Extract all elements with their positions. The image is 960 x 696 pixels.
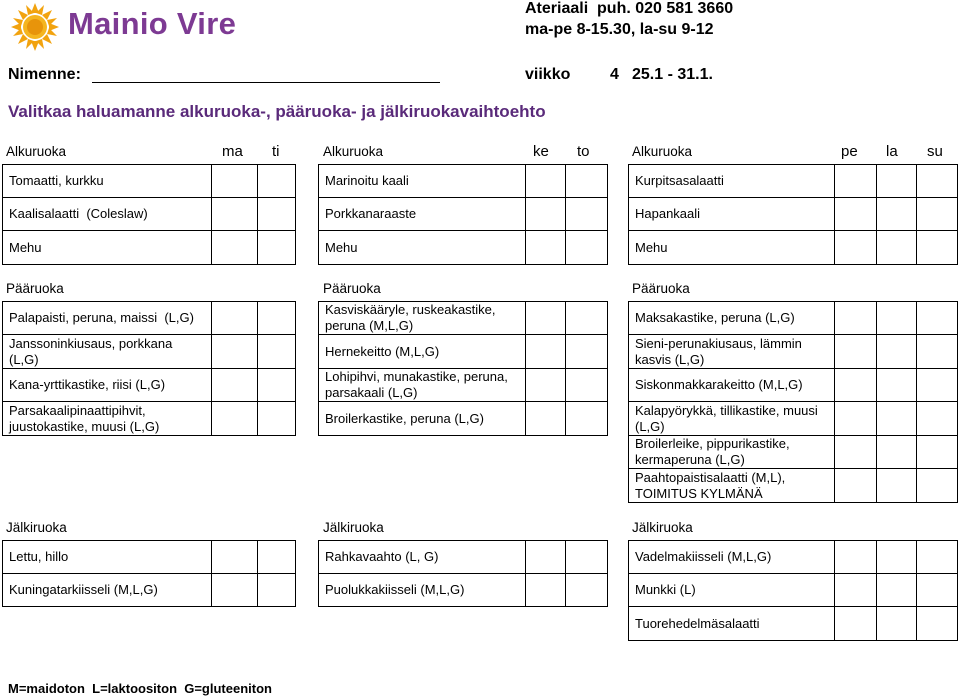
- table-row: [628, 469, 958, 503]
- col2-section-dessert: Jälkiruoka: [323, 520, 384, 535]
- menu-item: Lettu, hillo: [9, 549, 69, 564]
- choice-box-ti[interactable]: [257, 198, 296, 230]
- table-row: [628, 540, 958, 574]
- choice-box-ti[interactable]: [257, 335, 296, 368]
- choice-box-la[interactable]: [876, 402, 917, 435]
- choice-box-la[interactable]: [876, 302, 917, 334]
- col3-day-la: la: [886, 143, 898, 160]
- choice-box-to[interactable]: [565, 574, 606, 606]
- choice-box-su[interactable]: [916, 541, 957, 573]
- choice-box-pe[interactable]: [834, 302, 877, 334]
- menu-item: Kana-yrttikastike, riisi (L,G): [9, 377, 166, 392]
- menu-item: Lohipihvi, munakastike, peruna, parsakaali (L,G): [325, 369, 508, 400]
- choice-box-pe[interactable]: [834, 574, 877, 606]
- choice-box-su[interactable]: [916, 402, 957, 435]
- table-row: [2, 301, 296, 335]
- choice-box-ti[interactable]: [257, 231, 296, 264]
- col1-day-ti: ti: [272, 143, 280, 160]
- choice-box-ma[interactable]: [211, 402, 258, 435]
- table-row: [628, 436, 958, 469]
- menu-item: Kasviskääryle, ruskeakastike, peruna (M,L,G): [325, 302, 496, 333]
- menu-item: Marinoitu kaali: [325, 173, 409, 188]
- col2-section-main: Pääruoka: [323, 281, 381, 296]
- choice-box-su[interactable]: [916, 165, 957, 197]
- choice-box-pe[interactable]: [834, 402, 877, 435]
- sun-icon: [8, 2, 62, 52]
- choice-box-ke[interactable]: [525, 369, 566, 401]
- choice-box-ke[interactable]: [525, 402, 566, 435]
- choice-box-su[interactable]: [916, 369, 957, 401]
- choice-box-ke[interactable]: [525, 335, 566, 368]
- col3-day-pe: pe: [841, 143, 858, 160]
- choice-box-ma[interactable]: [211, 165, 258, 197]
- table-row: [2, 402, 296, 436]
- choice-box-pe[interactable]: [834, 436, 877, 468]
- choice-box-su[interactable]: [916, 198, 957, 230]
- menu-item: Puolukkakiisseli (M,L,G): [325, 582, 465, 597]
- choice-box-to[interactable]: [565, 541, 606, 573]
- table-row: [2, 231, 296, 265]
- menu-item: Hernekeitto (M,L,G): [325, 343, 440, 359]
- choice-box-ma[interactable]: [211, 574, 258, 606]
- col3-day-su: su: [927, 143, 943, 160]
- col1-section-main: Pääruoka: [6, 281, 64, 296]
- table-row: [2, 164, 296, 198]
- menu-item: Kaalisalaatti (Coleslaw): [9, 206, 148, 221]
- table-row: [628, 198, 958, 231]
- col1-section-dessert: Jälkiruoka: [6, 520, 67, 535]
- col3-section-starter: Alkuruoka: [632, 144, 693, 159]
- choice-box-to[interactable]: [565, 369, 606, 401]
- name-label: Nimenne:: [8, 66, 81, 83]
- menu-item: Maksakastike, peruna (L,G): [635, 310, 795, 325]
- menu-item: Palapaisti, peruna, maissi (L,G): [9, 310, 194, 325]
- choice-box-la[interactable]: [876, 369, 917, 401]
- menu-item: Munkki (L): [635, 582, 696, 597]
- table-row: [318, 231, 608, 265]
- choice-box-su[interactable]: [916, 469, 957, 502]
- menu-item: Broilerkastike, peruna (L,G): [325, 410, 484, 426]
- col2-day-ke: ke: [533, 143, 549, 160]
- table-row: [318, 369, 608, 402]
- col1-day-ma: ma: [222, 143, 243, 160]
- choice-box-su[interactable]: [916, 231, 957, 264]
- choice-box-ti[interactable]: [257, 165, 296, 197]
- brand-logo: [8, 2, 298, 52]
- brand-name: Mainio Vire: [68, 6, 237, 41]
- choice-box-pe[interactable]: [834, 607, 877, 640]
- choice-box-pe[interactable]: [834, 369, 877, 401]
- choice-box-la[interactable]: [876, 165, 917, 197]
- page-title: Valitkaa haluamanne alkuruoka-, pääruoka- ja jälkiruokavaihtoehto: [8, 102, 546, 121]
- menu-item: Kuningatarkiisseli (M,L,G): [9, 582, 158, 597]
- table-row: [318, 164, 608, 198]
- table-row: [628, 402, 958, 436]
- table-row: [318, 335, 608, 369]
- menu-item: Mehu: [635, 239, 668, 255]
- table-row: [318, 301, 608, 335]
- choice-box-ke[interactable]: [525, 302, 566, 334]
- choice-box-ke[interactable]: [525, 198, 566, 230]
- table-row: [628, 164, 958, 198]
- menu-item: Mehu: [9, 239, 42, 255]
- choice-box-la[interactable]: [876, 436, 917, 468]
- choice-box-ke[interactable]: [525, 165, 566, 197]
- choice-box-ke[interactable]: [525, 231, 566, 264]
- menu-item: Kalapyörykkä, tillikastike, muusi (L,G): [635, 402, 818, 434]
- menu-item: Vadelmakiisseli (M,L,G): [635, 549, 772, 564]
- choice-box-to[interactable]: [565, 198, 606, 230]
- menu-item: Paahtopaistisalaatti (M,L), TOIMITUS KYLMÄNÄ: [635, 469, 786, 501]
- menu-item: Mehu: [325, 239, 358, 255]
- col1-section-starter: Alkuruoka: [6, 144, 67, 159]
- table-row: [628, 301, 958, 335]
- choice-box-to[interactable]: [565, 231, 606, 264]
- table-row: [2, 574, 296, 607]
- choice-box-ma[interactable]: [211, 335, 258, 368]
- choice-box-la[interactable]: [876, 231, 917, 264]
- choice-box-to[interactable]: [565, 402, 606, 435]
- choice-box-to[interactable]: [565, 302, 606, 334]
- table-row: [628, 335, 958, 369]
- choice-box-ma[interactable]: [211, 302, 258, 334]
- choice-box-ti[interactable]: [257, 369, 296, 401]
- choice-box-su[interactable]: [916, 302, 957, 334]
- choice-box-ma[interactable]: [211, 369, 258, 401]
- choice-box-pe[interactable]: [834, 469, 877, 502]
- name-field[interactable]: [92, 82, 440, 83]
- week-label: viikko: [525, 66, 571, 83]
- choice-box-pe[interactable]: [834, 335, 877, 368]
- menu-item: Hapankaali: [635, 206, 701, 221]
- choice-box-su[interactable]: [916, 574, 957, 606]
- table-row: [2, 540, 296, 574]
- choice-box-su[interactable]: [916, 607, 957, 640]
- menu-item: Sieni-perunakiusaus, lämmin kasvis (L,G): [635, 335, 802, 367]
- contact-phone: Ateriaali puh. 020 581 3660: [525, 0, 734, 17]
- choice-box-ke[interactable]: [525, 541, 566, 573]
- table-row: [2, 335, 296, 369]
- choice-box-la[interactable]: [876, 335, 917, 368]
- choice-box-la[interactable]: [876, 469, 917, 502]
- contact-hours: ma-pe 8-15.30, la-su 9-12: [525, 21, 714, 38]
- col2-section-starter: Alkuruoka: [323, 144, 384, 159]
- table-row: [2, 198, 296, 231]
- table-row: [628, 231, 958, 265]
- menu-item: Broilerleike, pippurikastike, kermaperuna (L,G): [635, 436, 790, 467]
- choice-box-ma[interactable]: [211, 541, 258, 573]
- table-row: [318, 198, 608, 231]
- choice-box-la[interactable]: [876, 574, 917, 606]
- choice-box-su[interactable]: [916, 335, 957, 368]
- choice-box-pe[interactable]: [834, 231, 877, 264]
- table-row: [628, 607, 958, 641]
- menu-item: Tuorehedelmäsalaatti: [635, 615, 760, 631]
- table-row: [318, 540, 608, 574]
- choice-box-ma[interactable]: [211, 231, 258, 264]
- choice-box-la[interactable]: [876, 198, 917, 230]
- choice-box-to[interactable]: [565, 335, 606, 368]
- choice-box-pe[interactable]: [834, 198, 877, 230]
- menu-item: Tomaatti, kurkku: [9, 173, 104, 188]
- table-row: [318, 574, 608, 607]
- table-row: [628, 369, 958, 402]
- menu-item: Parsakaalipinaattipihvit, juustokastike, muusi (L,G): [9, 402, 160, 434]
- col3-section-main: Pääruoka: [632, 281, 690, 296]
- menu-item: Kurpitsasalaatti: [635, 173, 724, 188]
- menu-item: Rahkavaahto (L, G): [325, 549, 439, 564]
- choice-box-ti[interactable]: [257, 402, 296, 435]
- menu-item: Porkkanaraaste: [325, 206, 417, 221]
- week-dates: 25.1 - 31.1.: [632, 66, 713, 83]
- choice-box-la[interactable]: [876, 541, 917, 573]
- choice-box-ti[interactable]: [257, 541, 296, 573]
- table-row: [628, 574, 958, 607]
- choice-box-ma[interactable]: [211, 198, 258, 230]
- table-row: [2, 369, 296, 402]
- choice-box-pe[interactable]: [834, 541, 877, 573]
- choice-box-ke[interactable]: [525, 574, 566, 606]
- week-number: 4: [610, 66, 619, 83]
- legend-footer: M=maidoton L=laktoositon G=gluteeniton: [8, 681, 272, 696]
- menu-item: Janssoninkiusaus, porkkana (L,G): [9, 335, 173, 367]
- col2-day-to: to: [577, 143, 590, 160]
- choice-box-to[interactable]: [565, 165, 606, 197]
- choice-box-su[interactable]: [916, 436, 957, 468]
- col3-section-dessert: Jälkiruoka: [632, 520, 693, 535]
- table-row: [318, 402, 608, 436]
- choice-box-pe[interactable]: [834, 165, 877, 197]
- menu-item: Siskonmakkarakeitto (M,L,G): [635, 377, 803, 392]
- choice-box-ti[interactable]: [257, 574, 296, 606]
- choice-box-ti[interactable]: [257, 302, 296, 334]
- choice-box-la[interactable]: [876, 607, 917, 640]
